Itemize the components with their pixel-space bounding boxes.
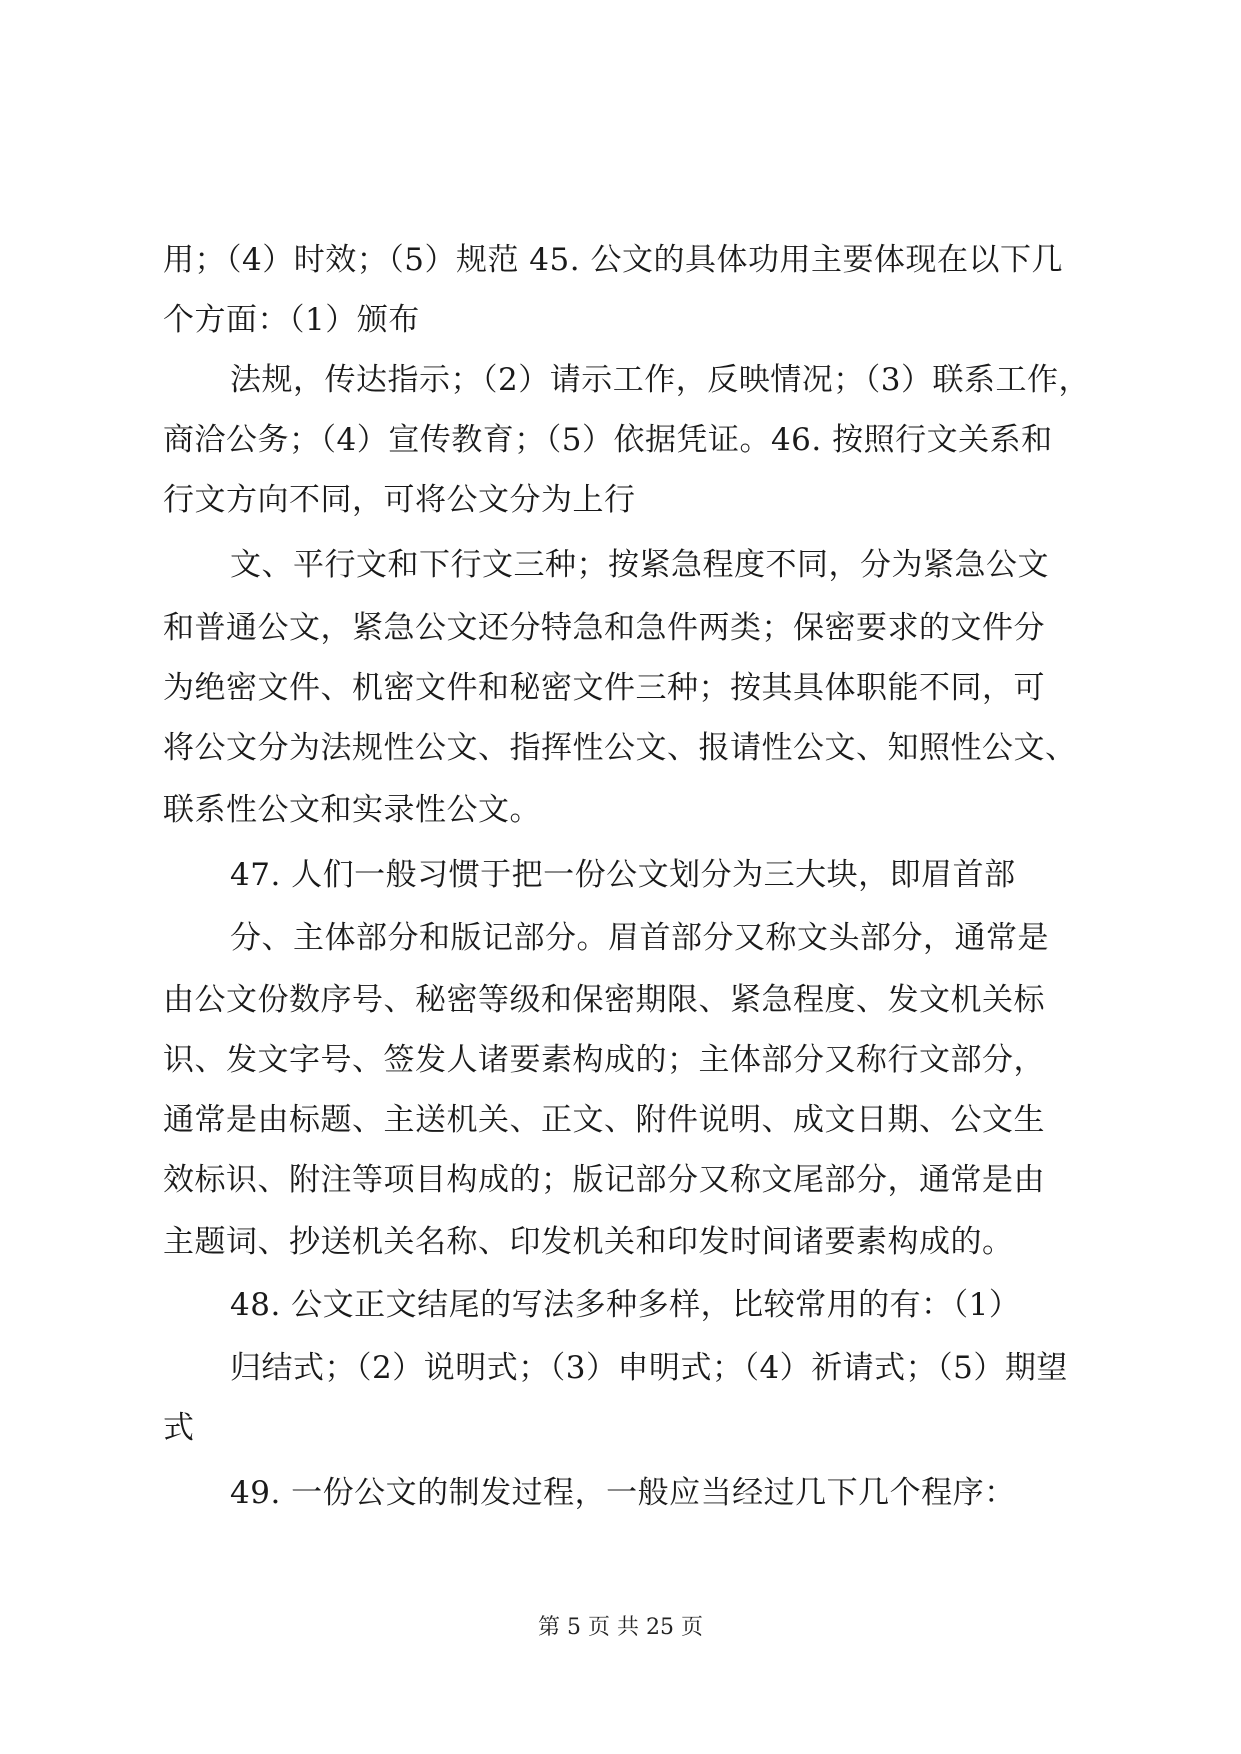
text-line: 识、发文字号、签发人诸要素构成的；主体部分又称行文部分， [163,1042,1045,1078]
text-line: 商洽公务；（4）宣传教育；（5）依据凭证。46. 按照行文关系和 [163,422,1053,458]
text-line: 和普通公文，紧急公文还分特急和急件两类；保密要求的文件分 [163,610,1045,646]
text-line: 由公文份数序号、秘密等级和保密期限、紧急程度、发文机关标 [163,982,1045,1018]
text-line: 用；（4）时效；（5）规范 45. 公文的具体功用主要体现在以下几 [163,242,1063,278]
text-line: 通常是由标题、主送机关、正文、附件说明、成文日期、公文生 [163,1102,1045,1138]
text-line: 效标识、附注等项目构成的；版记部分又称文尾部分，通常是由 [163,1162,1045,1198]
page-number-footer: 第 5 页 共 25 页 [538,1615,703,1640]
text-line: 式 [163,1410,195,1446]
text-line: 联系性公文和实录性公文。 [163,792,541,828]
text-line: 为绝密文件、机密文件和秘密文件三种；按其具体职能不同，可 [163,670,1045,706]
text-line: 归结式；（2）说明式；（3）申明式；（4）祈请式；（5）期望 [230,1350,1068,1386]
text-line: 文、平行文和下行文三种；按紧急程度不同，分为紧急公文 [230,547,1049,583]
text-line: 将公文分为法规性公文、指挥性公文、报请性公文、知照性公文、 [163,730,1077,766]
text-line: 法规，传达指示；（2）请示工作，反映情况；（3）联系工作， [230,362,1090,398]
text-line: 分、主体部分和版记部分。眉首部分又称文头部分，通常是 [230,920,1049,956]
text-line: 主题词、抄送机关名称、印发机关和印发时间诸要素构成的。 [163,1224,1014,1260]
text-line: 行文方向不同，可将公文分为上行 [163,482,636,518]
text-line: 47. 人们一般习惯于把一份公文划分为三大块，即眉首部 [230,857,1016,893]
text-line: 个方面：（1）颁布 [163,302,420,338]
text-line: 49. 一份公文的制发过程，一般应当经过几下几个程序： [230,1475,1016,1511]
text-line: 48. 公文正文结尾的写法多种多样，比较常用的有：（1） [230,1287,1021,1323]
